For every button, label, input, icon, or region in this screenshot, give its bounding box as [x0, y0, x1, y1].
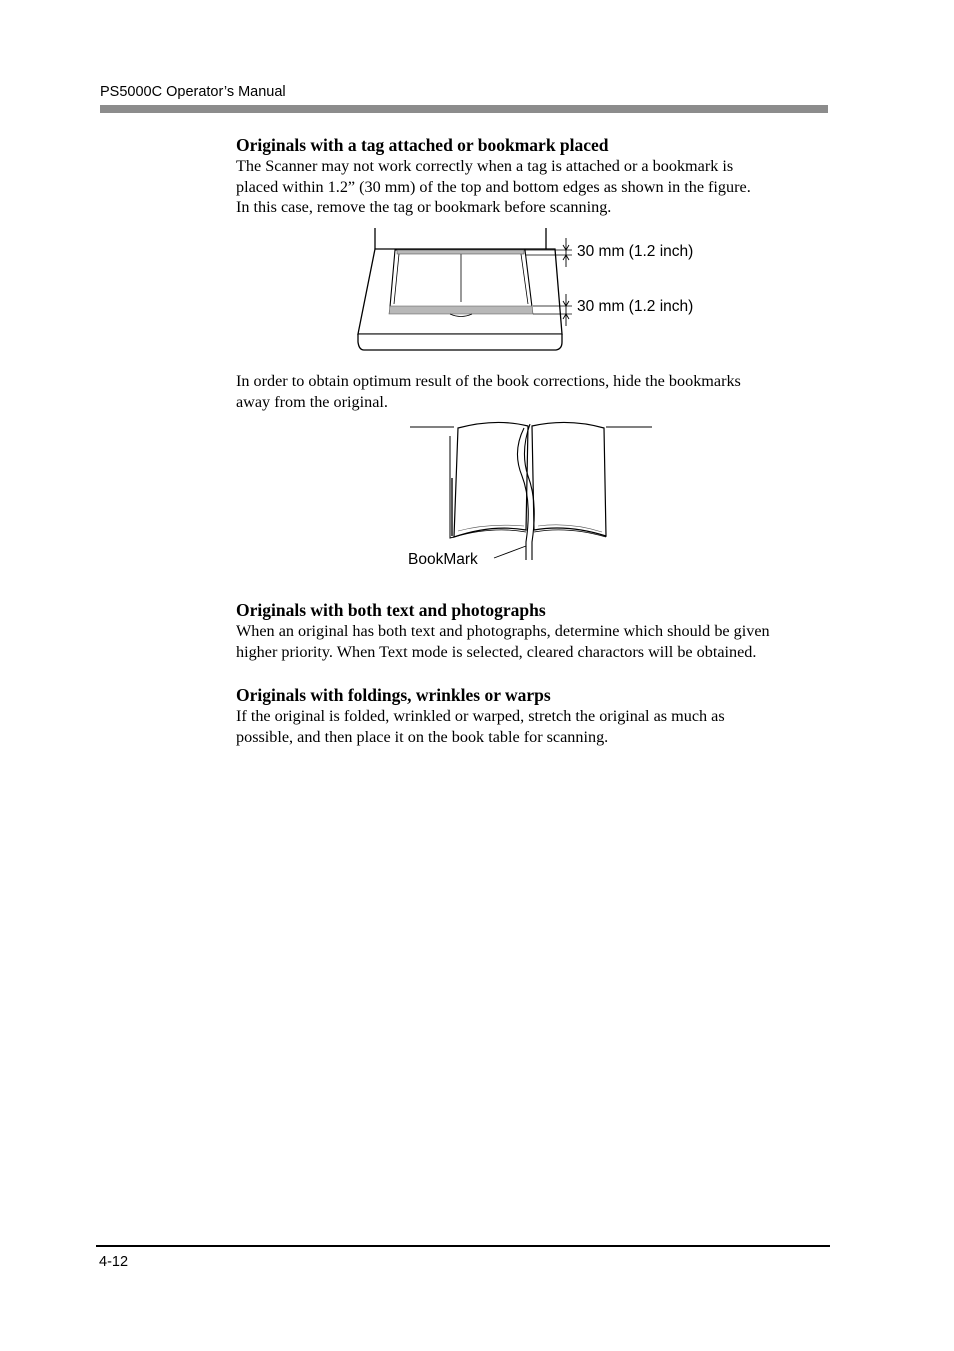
bookmark-note-paragraph — [236, 371, 741, 412]
paragraph-line: In this case, remove the tag or bookmark before scanning. — [236, 198, 612, 217]
page-number: 4-12 — [99, 1254, 129, 1270]
bookmark-label: BookMark — [408, 551, 478, 568]
margin-label-top: 30 mm (1.2 inch) — [577, 243, 694, 260]
section-heading-tag-bookmark: Originals with a tag attached or bookmark placed — [236, 135, 609, 155]
paragraph-line: away from the original. — [236, 392, 388, 411]
running-header: PS5000C Operator’s Manual — [100, 84, 286, 100]
footer-rule — [96, 1245, 830, 1247]
section-heading-text-photos: Originals with both text and photographs — [236, 600, 546, 620]
header-bar — [100, 105, 828, 113]
paragraph-line: If the original is folded, wrinkled or warped, stretch the original as much as — [236, 707, 725, 725]
section-heading-foldings: Originals with foldings, wrinkles or warps — [236, 685, 551, 705]
margin-label-bottom: 30 mm (1.2 inch) — [577, 298, 694, 315]
section-paragraph-tag-bookmark — [236, 156, 751, 218]
paragraph-line: In order to obtain optimum result of the book corrections, hide the bookmarks — [236, 372, 741, 390]
paragraph-line: When an original has both text and photographs, determine which should be given — [236, 622, 770, 640]
paragraph-line: possible, and then place it on the book table for scanning. — [236, 727, 609, 746]
paragraph-line: The Scanner may not work correctly when a tag is attached or a bookmark is — [236, 157, 734, 175]
paragraph-line: higher priority. When Text mode is selected, cleared charactors will be obtained. — [236, 642, 757, 661]
section-paragraph-text-photos — [236, 621, 770, 662]
open-book-bookmark-figure — [408, 418, 656, 563]
paragraph-line: placed within 1.2” (30 mm) of the top and bottom edges as shown in the figure. — [236, 177, 751, 196]
section-paragraph-foldings — [236, 706, 725, 747]
scanner-margin-figure — [350, 222, 580, 354]
